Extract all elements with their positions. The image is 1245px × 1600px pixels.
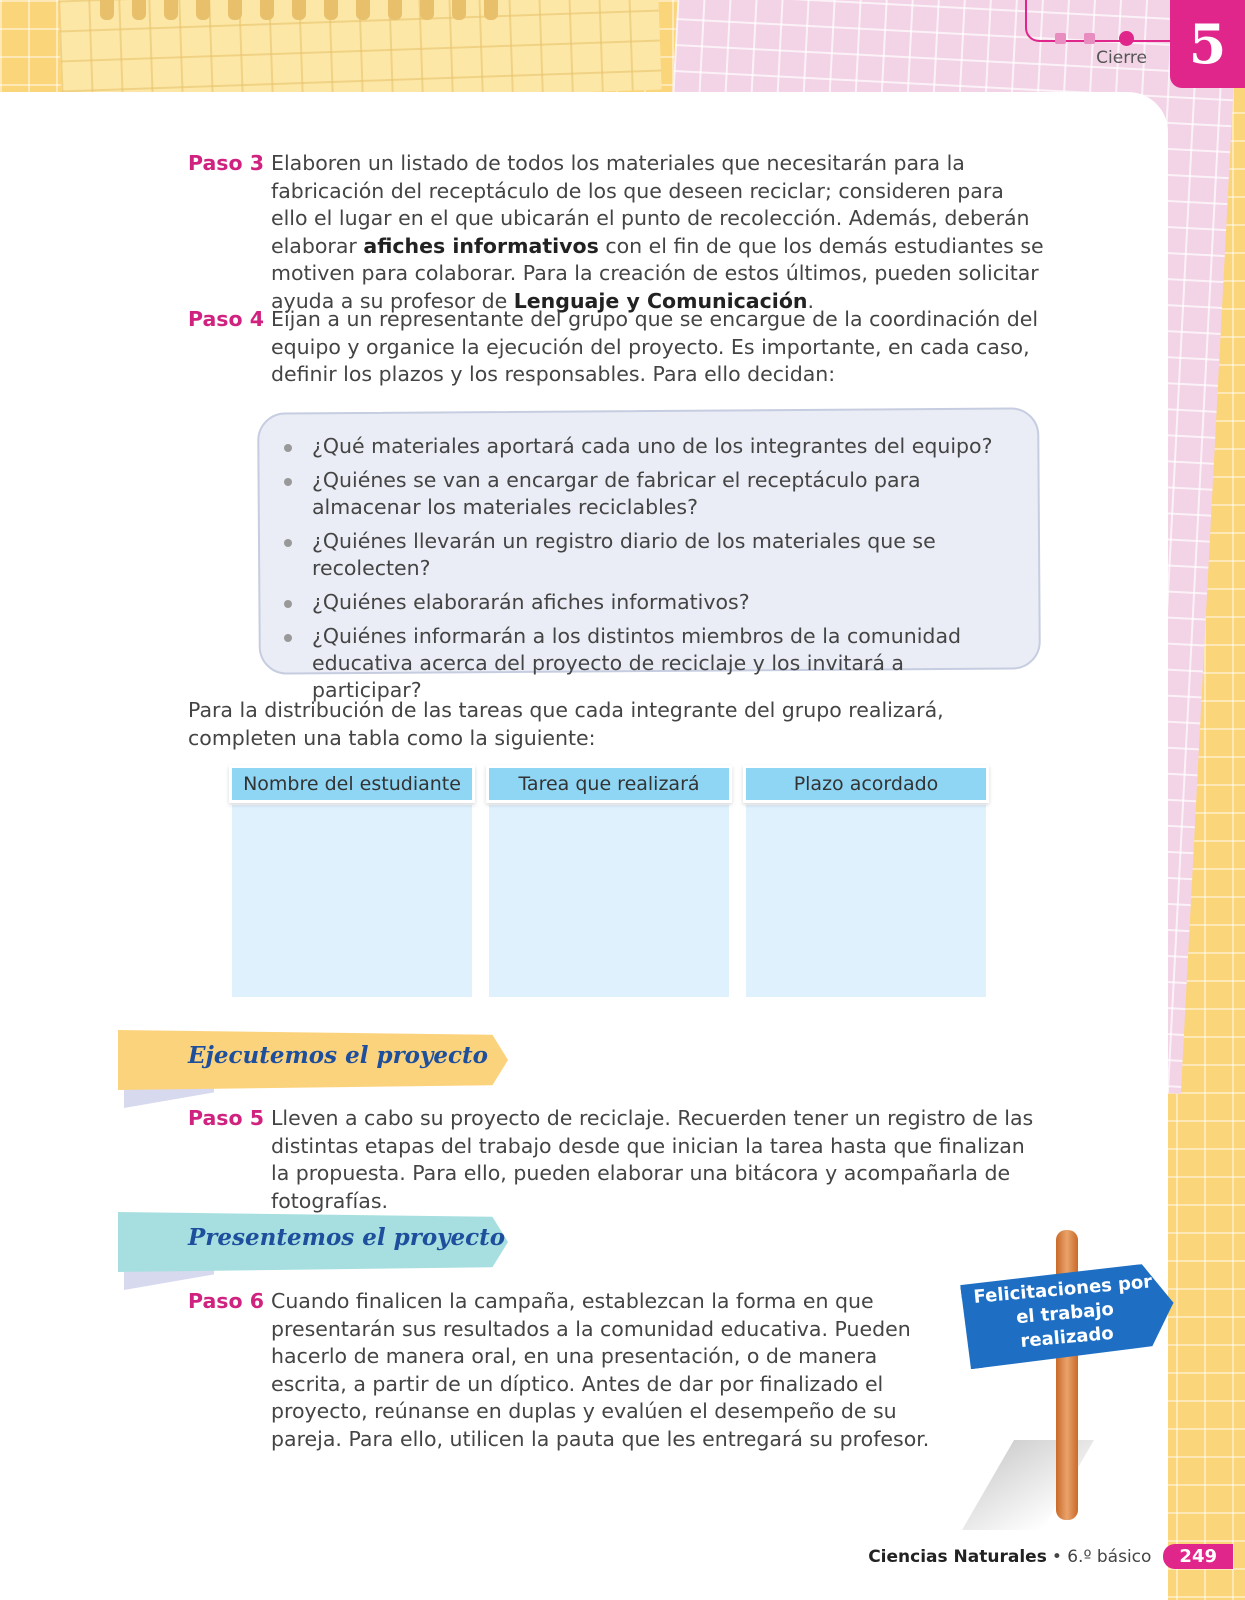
section-banner-presentemos: [118, 1212, 508, 1272]
task-table: [229, 765, 1005, 997]
questions-list: [280, 433, 1020, 711]
step-text: Eijan a un representante del grupo que se encargue de la coordinación del equipo y organice la ejecución del proyecto. Es importante, en cada caso, definir los plazos y los responsables. Para ello decidan:: [271, 307, 1039, 386]
list-item: ¿Quiénes informarán a los distintos miembros de la comunidad educativa acerca del proyecto de reciclaje y los invitará a participar?: [280, 623, 1020, 704]
step-label: Paso 5: [188, 1106, 264, 1130]
notebook-holes: [100, 0, 498, 20]
list-item: ¿Quiénes se van a encargar de fabricar el receptáculo para almacenar los materiales reciclables?: [280, 467, 1020, 521]
banner-title: Ejecutemos el proyecto: [188, 1042, 488, 1069]
banner-title: Presentemos el proyecto: [188, 1224, 506, 1251]
chapter-number: 5: [1170, 0, 1245, 88]
progress-dot: [1055, 33, 1066, 44]
step-text: Lleven a cabo su proyecto de reciclaje. Recuerden tener un registro de las distintas etapas del trabajo desde que inician la tarea hasta que finalizan la propuesta. Para ello, pueden elaborar una bitácora y acompañarla de fotografías.: [271, 1106, 1034, 1213]
footer-subject: Ciencias Naturales: [868, 1546, 1047, 1567]
step-3: [188, 150, 1046, 315]
sign-text: Felicitaciones por el trabajo realizado: [972, 1271, 1153, 1352]
step-6: [188, 1288, 943, 1453]
progress-dot-active: [1119, 31, 1134, 46]
page-footer: [868, 1544, 1233, 1569]
table-column: [486, 765, 732, 997]
table-header: Plazo acordado: [743, 765, 989, 803]
unit-progress-line: [1025, 0, 1172, 42]
progress-dot: [1084, 33, 1095, 44]
emphasis: afiches informativos: [363, 233, 599, 258]
table-cell-empty: [232, 805, 472, 997]
step-text: Elaboren un listado de todos los materiales que necesitarán para la fabricación del receptáculo de los que deseen reciclar; consideren para ello el lugar en el que ubicarán el punto de recolección. Además, deberán elaborar afiches informativos con el fin de que los demás estudiantes se motiven para colaborar. Para la creación de estos últimos, pueden solicitar ayuda a su profesor de Lenguaje y Comunicación.: [271, 151, 1044, 313]
list-item: ¿Quiénes elaborarán afiches informativos?: [280, 589, 1020, 616]
table-cell-empty: [489, 805, 729, 997]
table-column: [229, 765, 475, 997]
table-cell-empty: [746, 805, 986, 997]
step-5: [188, 1105, 1046, 1215]
page-number: 249: [1163, 1544, 1233, 1569]
list-item: ¿Qué materiales aportará cada uno de los integrantes del equipo?: [280, 433, 1020, 460]
table-intro: Para la distribución de las tareas que cada integrante del grupo realizará, completen una tabla como la siguiente:: [188, 698, 944, 750]
step-label: Paso 4: [188, 307, 264, 331]
footer-level: • 6.º básico: [1051, 1546, 1152, 1567]
table-header: Tarea que realizará: [486, 765, 732, 803]
section-banner-ejecutemos: [118, 1030, 508, 1090]
list-item: ¿Quiénes llevarán un registro diario de los materiales que se recolecten?: [280, 528, 1020, 582]
table-column: [743, 765, 989, 997]
table-header: Nombre del estudiante: [229, 765, 475, 803]
step-label: Paso 3: [188, 151, 264, 175]
step-text: Cuando finalicen la campaña, establezcan la forma en que presentarán sus resultados a la comunidad educativa. Pueden hacerlo de manera oral, en una presentación, o de manera escrita, a partir de un díptico. Antes de dar por finalizado el proyecto, reúnanse en duplas y evalúen el desempeño de su pareja. Para ello, utilicen la pauta que les entregará su profesor.: [271, 1289, 930, 1451]
section-label: Cierre: [1096, 48, 1147, 68]
step-4: [188, 306, 1046, 389]
step-label: Paso 6: [188, 1289, 264, 1313]
emphasis: Lenguaje y Comunicación: [513, 288, 808, 313]
